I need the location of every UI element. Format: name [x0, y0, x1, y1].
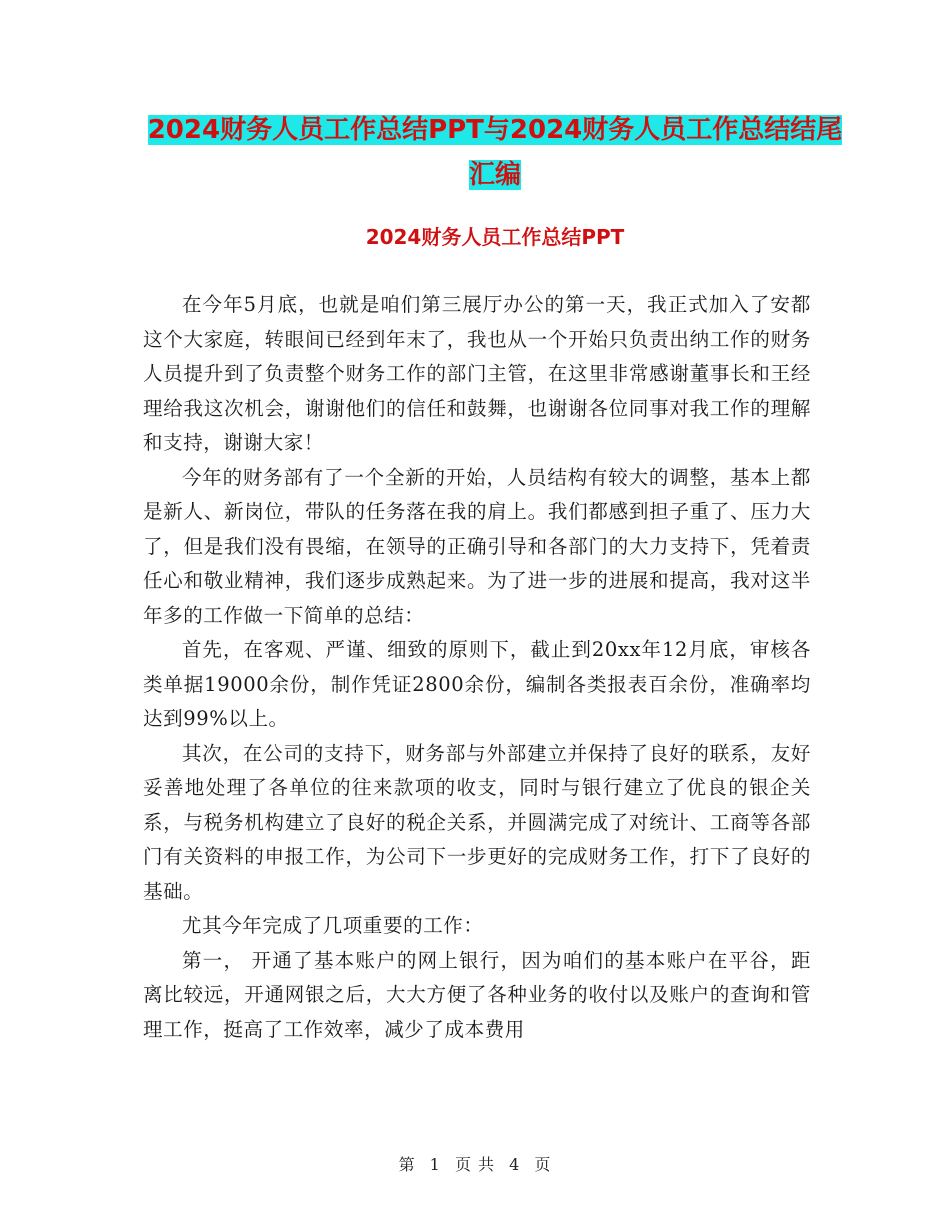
document-title-text: 2024财务人员工作总结PPT与2024财务人员工作总结结尾汇编 — [147, 115, 843, 190]
footer-suffix: 页 — [534, 1155, 552, 1174]
footer-prefix: 第 — [398, 1155, 416, 1174]
document-title — [140, 108, 850, 198]
paragraph: 首先，在客观、严谨、细致的原则下，截止到20xx年12月底，审核各类单据19000余份，制作凭证2800余份，编制各类报表百余份，准确率均达到99%以上。 — [143, 638, 811, 730]
footer-total-pages: 4 — [509, 1155, 521, 1174]
section-heading: 2024财务人员工作总结PPT — [365, 225, 625, 249]
paragraph: 尤其今年完成了几项重要的工作： — [182, 914, 484, 937]
paragraph: 今年的财务部有了一个全新的开始，人员结构有较大的调整，基本上都是新人、新岗位，带队的任务落在我的肩上。我们都感到担子重了、压力大了，但是我们没有畏缩，在领导的正确引导和各部门的大力支持下，凭着责任心和敬业精神，我们逐步成熟起来。为了进一步的进展和提高，我对这半年多的工作做一下简单的总结： — [143, 465, 811, 627]
paragraph: 在今年5月底，也就是咱们第三展厅办公的第一天，我正式加入了安都这个大家庭，转眼间已经到年末了，我也从一个开始只负责出纳工作的财务人员提升到了负责整个财务工作的部门主管，在这里非常感谢董事长和王经理给我这次机会，谢谢他们的信任和鼓舞，也谢谢各位同事对我工作的理解和支持，谢谢大家！ — [143, 293, 811, 454]
paragraph: 其次，在公司的支持下，财务部与外部建立并保持了良好的联系，友好妥善地处理了各单位的往来款项的收支，同时与银行建立了优良的银企关系，与税务机构建立了良好的税企关系，并圆满完成了对统计、工商等各部门有关资料的申报工作，为公司下一步更好的完成财务工作，打下了良好的基础。 — [143, 741, 811, 903]
footer-current-page: 1 — [429, 1155, 441, 1174]
footer-middle: 页 共 — [454, 1155, 496, 1174]
page-footer — [0, 1152, 950, 1175]
document-body — [143, 288, 811, 1047]
paragraph: 第一， 开通了基本账户的网上银行，因为咱们的基本账户在平谷，距离比较远，开通网银之后，大大方便了各种业务的收付以及账户的查询和管理工作，挺高了工作效率，减少了成本费用 — [143, 948, 811, 1041]
